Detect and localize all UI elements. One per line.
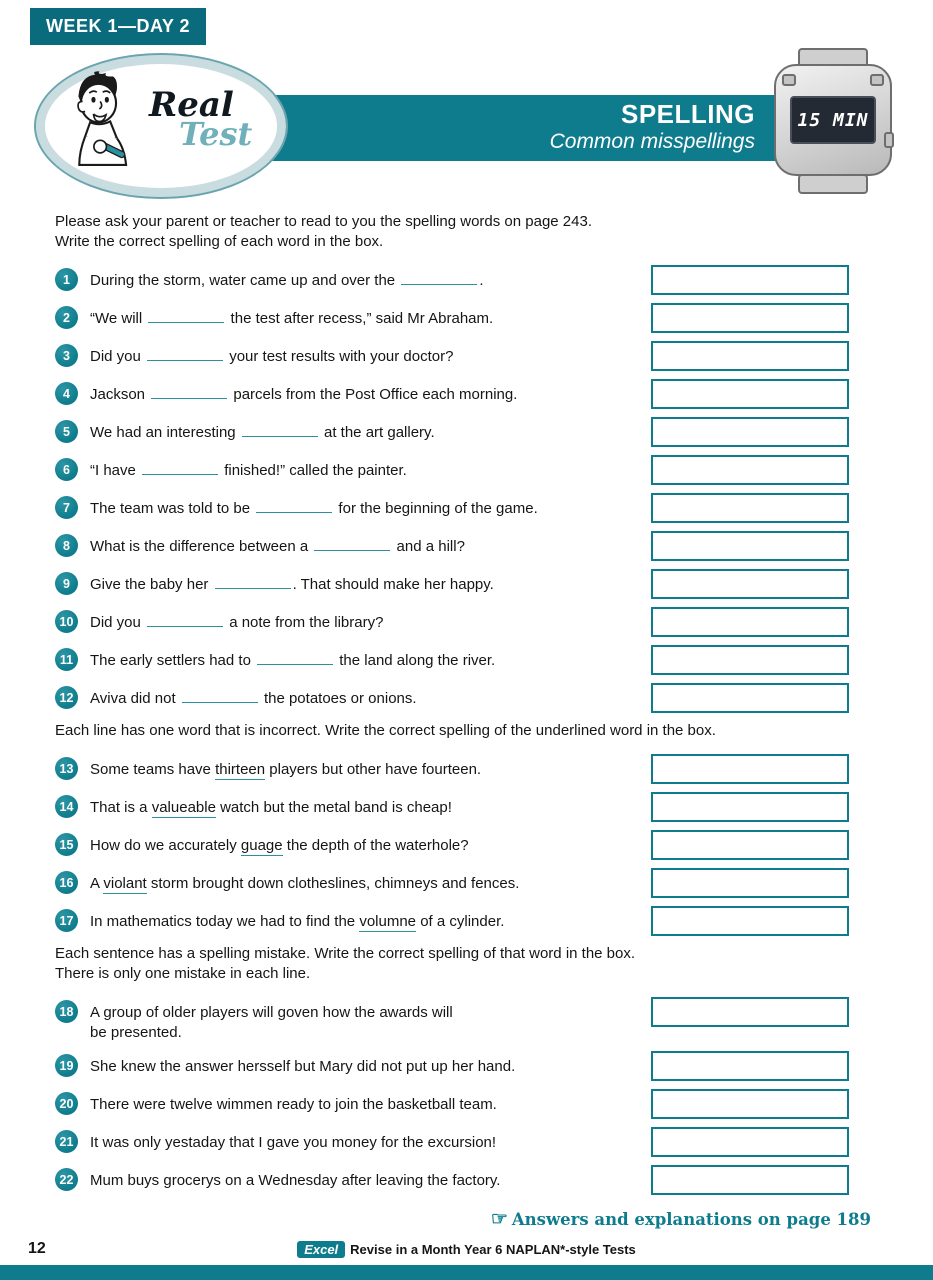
- answer-box-11[interactable]: [651, 645, 849, 675]
- blank-line: [182, 690, 258, 703]
- question-row-11: [55, 645, 849, 675]
- answer-box-22[interactable]: [651, 1165, 849, 1195]
- question-sentence: A violant storm brought down clotheslines, chimneys and fences.: [90, 875, 520, 892]
- answer-box-2[interactable]: [651, 303, 849, 333]
- blank-line: [147, 348, 223, 361]
- question-number-badge: 13: [55, 757, 78, 780]
- blank-line: [151, 386, 227, 399]
- question-row-9: [55, 569, 849, 599]
- question-sentence: How do we accurately guage the depth of the waterhole?: [90, 837, 469, 854]
- question-row-12: [55, 683, 849, 713]
- subject-title: SPELLING: [620, 99, 755, 129]
- page-number: 12: [28, 1240, 46, 1257]
- question-row-15: [55, 830, 849, 860]
- blank-line: [142, 462, 218, 475]
- answer-box-4[interactable]: [651, 379, 849, 409]
- answer-box-9[interactable]: [651, 569, 849, 599]
- question-sentence: Jackson parcels from the Post Office each morning.: [90, 386, 518, 403]
- blank-line: [242, 424, 318, 437]
- question-row-3: [55, 341, 849, 371]
- week-day-badge: WEEK 1—DAY 2: [30, 8, 206, 45]
- blank-line: [148, 310, 224, 323]
- question-row-18: [55, 997, 849, 1043]
- question-sentence: The team was told to be for the beginning of the game.: [90, 500, 538, 517]
- question-sentence: What is the difference between a and a hill?: [90, 538, 465, 555]
- real-test-logo: [36, 55, 286, 197]
- question-row-8: [55, 531, 849, 561]
- question-sentence: She knew the answer hersself but Mary did not put up her hand.: [90, 1058, 516, 1075]
- question-number-badge: 22: [55, 1168, 78, 1191]
- question-number-badge: 16: [55, 871, 78, 894]
- question-number-badge: 19: [55, 1054, 78, 1077]
- section-1-instructions: Please ask your parent or teacher to read to you the spelling words on page 243. Write the correct spelling of each word in the box.: [55, 213, 593, 250]
- question-row-6: [55, 455, 849, 485]
- blank-line: [257, 652, 333, 665]
- cartoon-writer-icon: [55, 68, 147, 185]
- question-row-16: [55, 868, 849, 898]
- topic-subtitle: Common misspellings: [549, 130, 755, 153]
- logo-word-real: Real: [149, 85, 234, 125]
- bottom-color-bar: [0, 1265, 933, 1280]
- answer-box-3[interactable]: [651, 341, 849, 371]
- question-sentence: A group of older players will goven how the awards will be presented.: [90, 1004, 453, 1041]
- blank-line: [147, 614, 223, 627]
- blank-line: [401, 272, 477, 285]
- answer-box-10[interactable]: [651, 607, 849, 637]
- question-number-badge: 12: [55, 686, 78, 709]
- question-sentence: Did you your test results with your doctor?: [90, 348, 454, 365]
- answer-box-20[interactable]: [651, 1089, 849, 1119]
- blank-line: [256, 500, 332, 513]
- question-sentence: During the storm, water came up and over the .: [90, 272, 484, 289]
- question-sentence: Some teams have thirteen players but other have fourteen.: [90, 761, 482, 778]
- question-number-badge: 18: [55, 1000, 78, 1023]
- question-row-20: [55, 1089, 849, 1119]
- answer-box-13[interactable]: [651, 754, 849, 784]
- question-row-4: [55, 379, 849, 409]
- question-sentence: That is a valueable watch but the metal band is cheap!: [90, 799, 452, 816]
- underlined-word: thirteen: [215, 761, 266, 778]
- question-number-badge: 2: [55, 306, 78, 329]
- question-number-badge: 20: [55, 1092, 78, 1115]
- question-number-badge: 15: [55, 833, 78, 856]
- question-row-14: [55, 792, 849, 822]
- underlined-word: violant: [103, 875, 147, 892]
- question-number-badge: 14: [55, 795, 78, 818]
- question-sentence: We had an interesting at the art gallery.: [90, 424, 435, 441]
- answer-box-8[interactable]: [651, 531, 849, 561]
- question-sentence: There were twelve wimmen ready to join the basketball team.: [90, 1096, 497, 1113]
- question-number-badge: 5: [55, 420, 78, 443]
- answer-box-1[interactable]: [651, 265, 849, 295]
- timer-display: [790, 96, 876, 144]
- section-2-instructions: Each line has one word that is incorrect. Write the correct spelling of the underlined word in the box.: [55, 722, 716, 739]
- answer-box-12[interactable]: [651, 683, 849, 713]
- answers-reference-text: Answers and explanations on page 189: [511, 1210, 871, 1229]
- answer-box-15[interactable]: [651, 830, 849, 860]
- question-row-13: [55, 754, 849, 784]
- pointing-hand-icon: ☞: [490, 1208, 508, 1230]
- blank-line: [314, 538, 390, 551]
- question-number-badge: 9: [55, 572, 78, 595]
- book-footer: [0, 1241, 933, 1258]
- question-row-10: [55, 607, 849, 637]
- question-sentence: Did you a note from the library?: [90, 614, 384, 631]
- underlined-word: valueable: [151, 799, 216, 816]
- question-row-5: [55, 417, 849, 447]
- book-title: Revise in a Month Year 6 NAPLAN*-style Tests: [350, 1242, 636, 1257]
- question-row-1: [55, 265, 849, 295]
- question-row-17: [55, 906, 849, 936]
- question-number-badge: 21: [55, 1130, 78, 1153]
- stopwatch-icon: [771, 48, 895, 194]
- section-3: [55, 944, 849, 1195]
- section-1: [55, 212, 849, 713]
- question-number-badge: 17: [55, 909, 78, 932]
- question-sentence: Mum buys grocerys on a Wednesday after leaving the factory.: [90, 1172, 501, 1189]
- question-sentence: Aviva did not the potatoes or onions.: [90, 690, 417, 707]
- question-row-21: [55, 1127, 849, 1157]
- excel-brand-logo: Excel: [297, 1241, 345, 1258]
- question-number-badge: 4: [55, 382, 78, 405]
- timer-value: 15 MIN: [797, 109, 869, 131]
- sections: [0, 208, 933, 1203]
- blank-line: [215, 576, 291, 589]
- question-number-badge: 1: [55, 268, 78, 291]
- question-row-7: [55, 493, 849, 523]
- answer-box-6[interactable]: [651, 455, 849, 485]
- question-row-22: [55, 1165, 849, 1195]
- question-number-badge: 6: [55, 458, 78, 481]
- question-number-badge: 7: [55, 496, 78, 519]
- question-sentence: The early settlers had to the land along the river.: [90, 652, 496, 669]
- answer-box-21[interactable]: [651, 1127, 849, 1157]
- question-row-2: [55, 303, 849, 333]
- question-number-badge: 3: [55, 344, 78, 367]
- answer-box-7[interactable]: [651, 493, 849, 523]
- question-sentence: Give the baby her . That should make her happy.: [90, 576, 494, 593]
- question-sentence: It was only yestaday that I gave you money for the excursion!: [90, 1134, 497, 1151]
- question-sentence: “I have finished!” called the painter.: [90, 462, 407, 479]
- question-sentence: “We will the test after recess,” said Mr Abraham.: [90, 310, 494, 327]
- question-sentence: In mathematics today we had to find the volumne of a cylinder.: [90, 913, 505, 930]
- question-number-badge: 8: [55, 534, 78, 557]
- section-3-instructions: Each sentence has a spelling mistake. Write the correct spelling of that word in the box. There is only one mistake in each line.: [55, 945, 636, 982]
- question-row-19: [55, 1051, 849, 1081]
- answer-box-18[interactable]: [651, 997, 849, 1027]
- question-number-badge: 11: [55, 648, 78, 671]
- answer-box-17[interactable]: [651, 906, 849, 936]
- section-2: [55, 721, 849, 936]
- underlined-word: volumne: [359, 913, 417, 930]
- underlined-word: guage: [240, 837, 283, 854]
- question-number-badge: 10: [55, 610, 78, 633]
- answers-reference: [491, 1208, 871, 1230]
- logo-word-test: Test: [179, 115, 253, 153]
- answer-box-16[interactable]: [651, 868, 849, 898]
- answer-box-14[interactable]: [651, 792, 849, 822]
- answer-box-19[interactable]: [651, 1051, 849, 1081]
- answer-box-5[interactable]: [651, 417, 849, 447]
